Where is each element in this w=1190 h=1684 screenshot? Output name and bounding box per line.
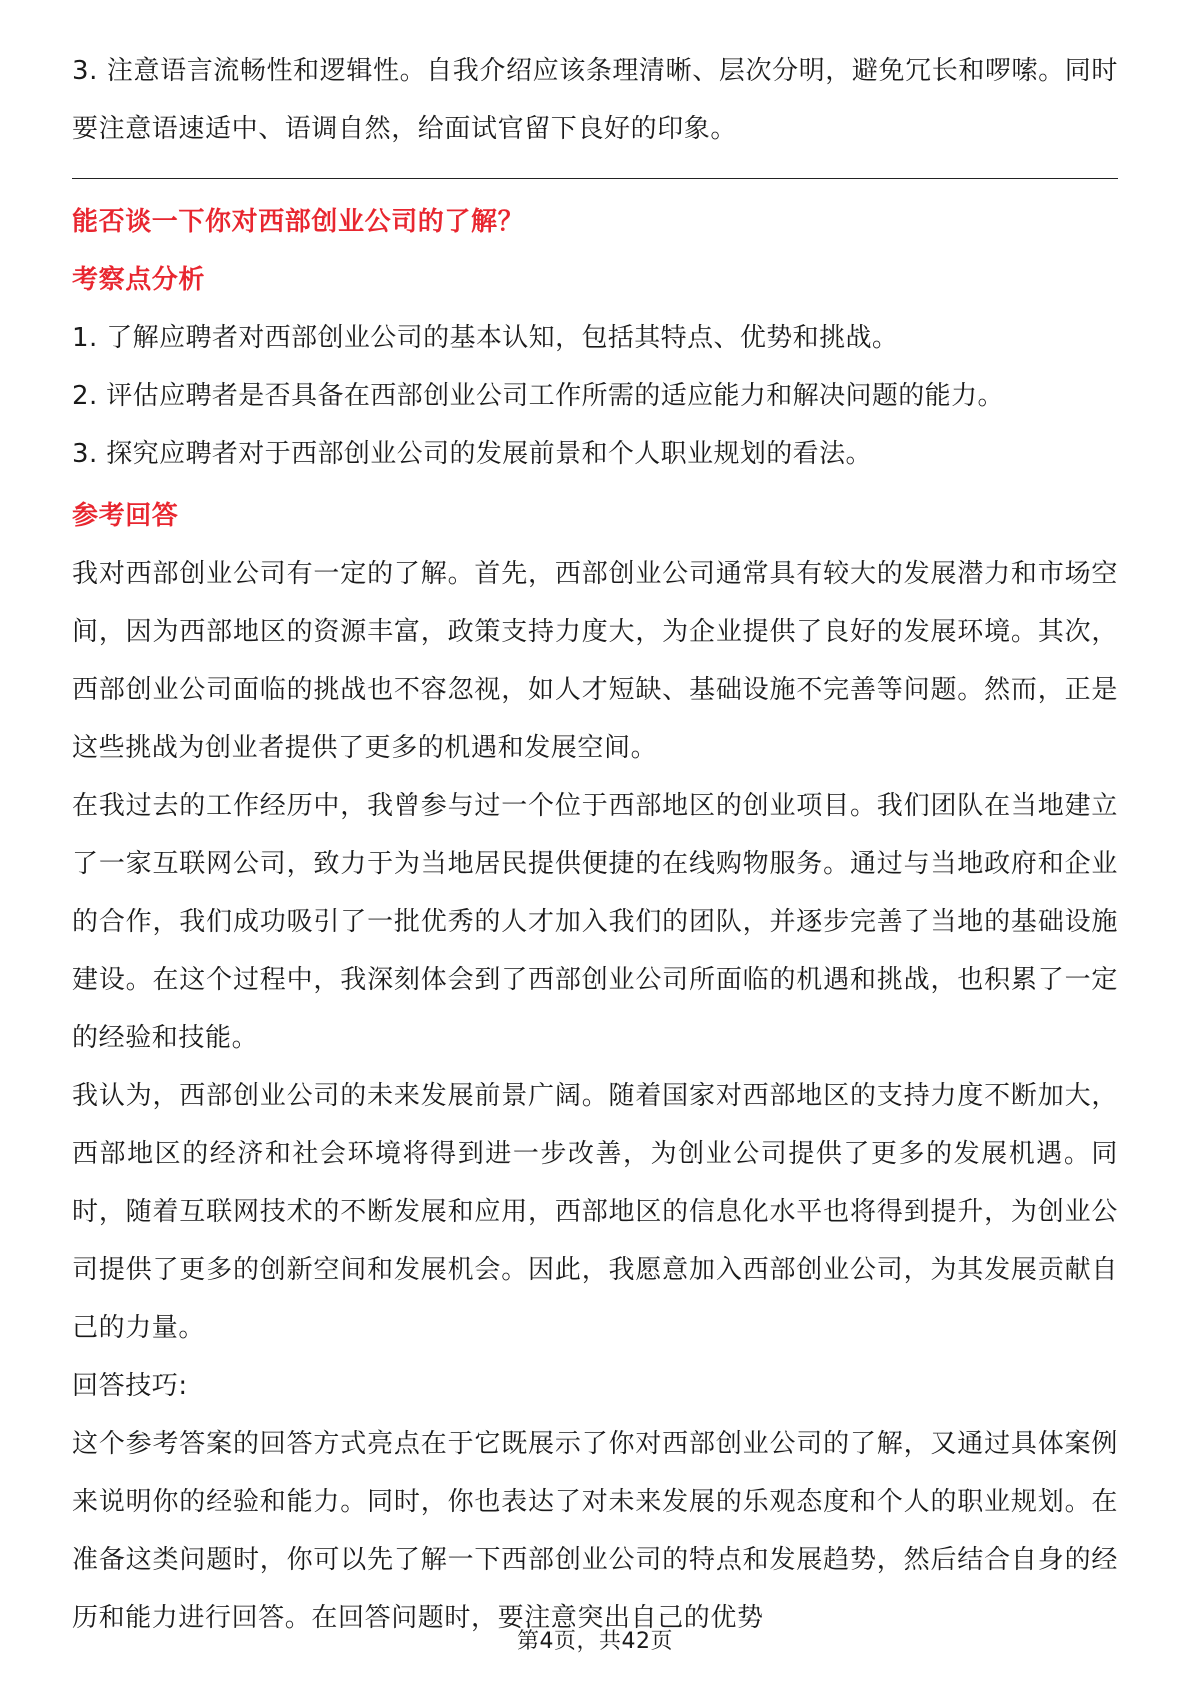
answer-heading: 参考回答 bbox=[72, 501, 179, 531]
question-title: 能否谈一下你对西部创业公司的了解？ bbox=[72, 207, 525, 237]
page-number: 第4页，共42页 bbox=[517, 1629, 673, 1654]
analysis-heading: 考察点分析 bbox=[72, 265, 206, 295]
answer-paragraph: 我认为，西部创业公司的未来发展前景广阔。随着国家对西部地区的支持力度不断加大，西部地区的经济和社会环境将得到进一步改善，为创业公司提供了更多的发展机遇。同时，随着互联网技术的不断发展和应用，西部地区的信息化水平也将得到提升，为创业公司提供了更多的创新空间和发展机会。因此，我愿意加入西部创业公司，为其发展贡献自己的力量。 bbox=[72, 1081, 1118, 1343]
section-divider bbox=[72, 178, 1118, 179]
document-page bbox=[72, 42, 1118, 1647]
analysis-item: 3. 探究应聘者对于西部创业公司的发展前景和个人职业规划的看法。 bbox=[72, 439, 872, 469]
analysis-item: 1. 了解应聘者对西部创业公司的基本认知，包括其特点、优势和挑战。 bbox=[72, 323, 899, 353]
tips-paragraph: 这个参考答案的回答方式亮点在于它既展示了你对西部创业公司的了解，又通过具体案例来说明你的经验和能力。同时，你也表达了对未来发展的乐观态度和个人的职业规划。在准备这类问题时，你可以先了解一下西部创业公司的特点和发展趋势，然后结合自身的经历和能力进行回答。在回答问题时，要注意突出自己的优势 bbox=[72, 1429, 1118, 1633]
answer-paragraph: 在我过去的工作经历中，我曾参与过一个位于西部地区的创业项目。我们团队在当地建立了一家互联网公司，致力于为当地居民提供便捷的在线购物服务。通过与当地政府和企业的合作，我们成功吸引了一批优秀的人才加入我们的团队，并逐步完善了当地的基础设施建设。在这个过程中，我深刻体会到了西部创业公司所面临的机遇和挑战，也积累了一定的经验和技能。 bbox=[72, 791, 1118, 1053]
answer-paragraph: 我对西部创业公司有一定的了解。首先，西部创业公司通常具有较大的发展潜力和市场空间，因为西部地区的资源丰富，政策支持力度大，为企业提供了良好的发展环境。其次，西部创业公司面临的挑战也不容忽视，如人才短缺、基础设施不完善等问题。然而，正是这些挑战为创业者提供了更多的机遇和发展空间。 bbox=[72, 559, 1118, 763]
intro-paragraph: 3. 注意语言流畅性和逻辑性。自我介绍应该条理清晰、层次分明，避免冗长和啰嗦。同时要注意语速适中、语调自然，给面试官留下良好的印象。 bbox=[72, 56, 1118, 144]
tips-heading: 回答技巧: bbox=[72, 1371, 188, 1401]
analysis-item: 2. 评估应聘者是否具备在西部创业公司工作所需的适应能力和解决问题的能力。 bbox=[72, 381, 1004, 411]
